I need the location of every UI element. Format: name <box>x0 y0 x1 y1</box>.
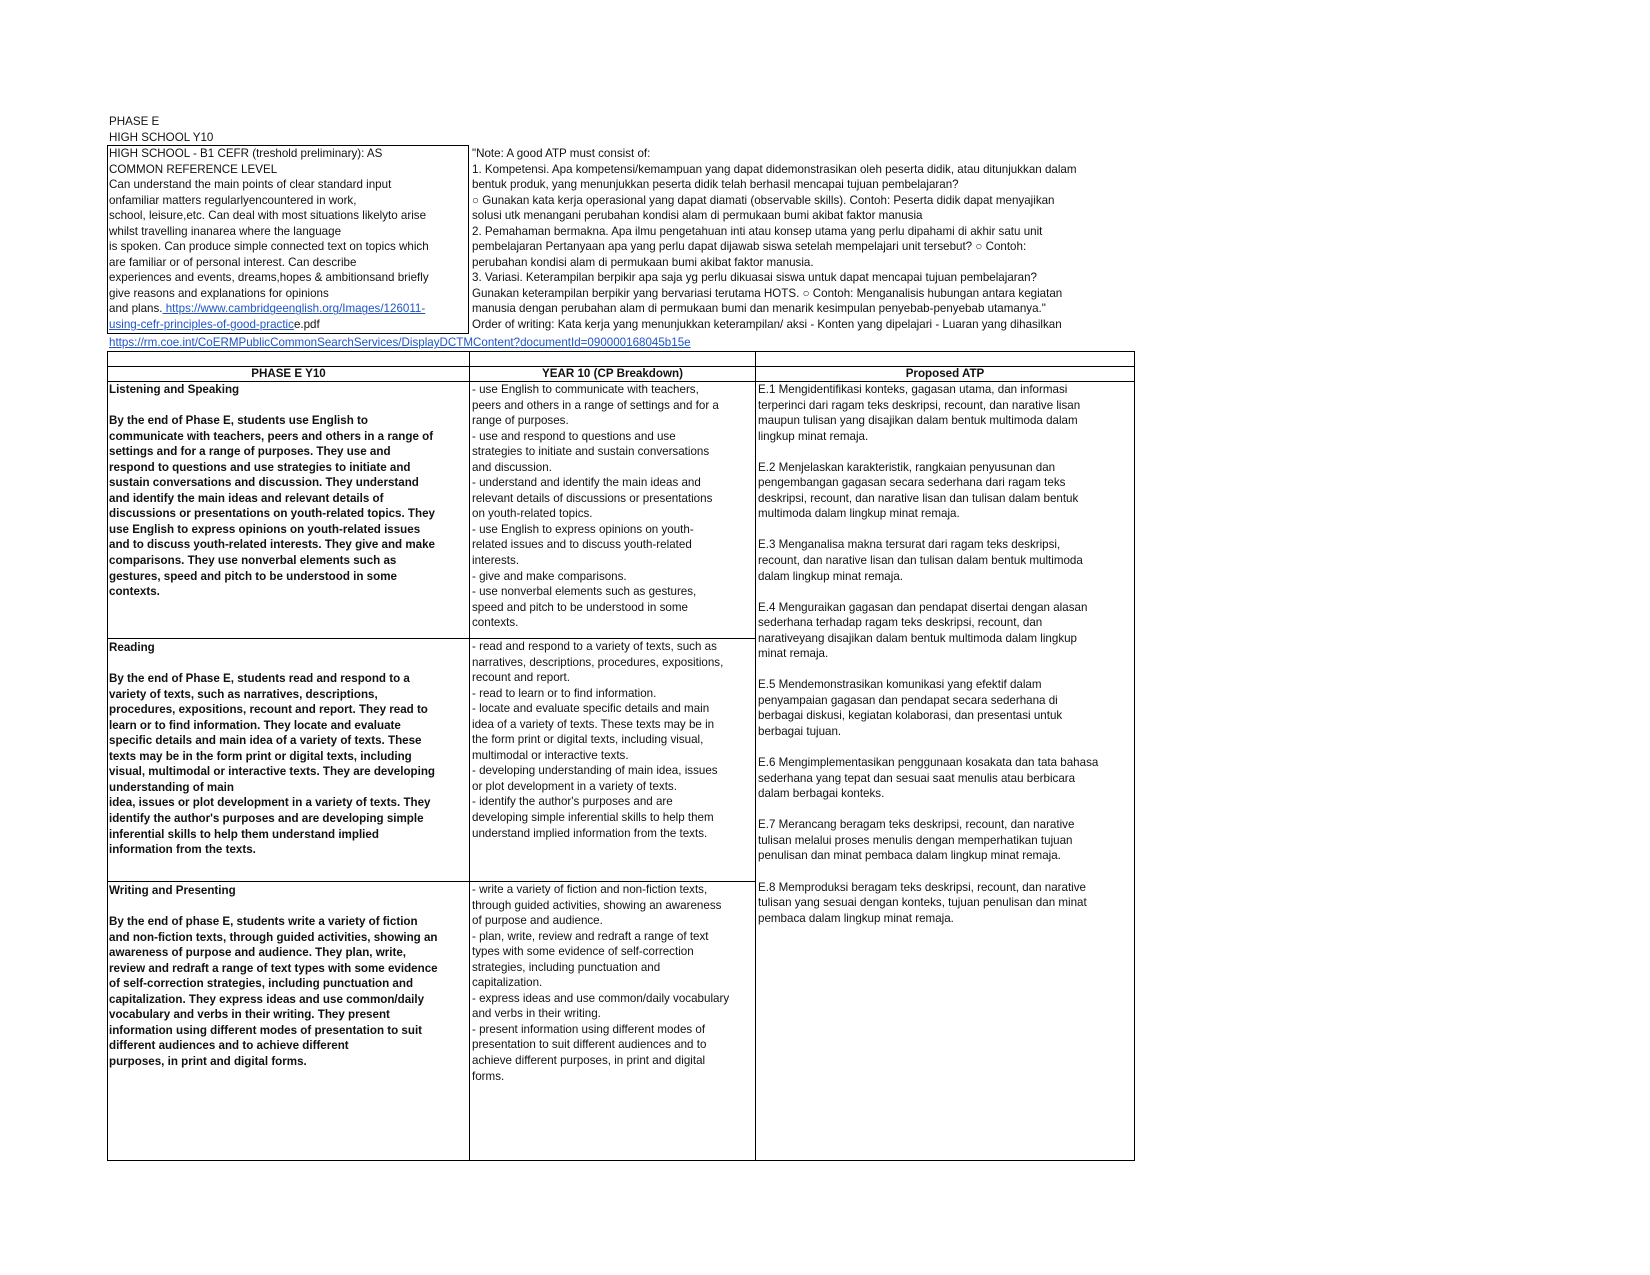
atp-cell <box>758 382 1098 926</box>
coe-link[interactable]: https://rm.coe.int/CoERMPublicCommonSearchServices/DisplayDCTMContent?documentId=090000168045b15e <box>109 336 691 349</box>
atp-text-line: E.3 Menganalisa makna tersurat dari ragam teks deskripsi, <box>758 538 1061 552</box>
cp-text-line: - present information using different modes of <box>472 1022 706 1036</box>
cp-text-line: - identify the author's purposes and are <box>472 795 673 809</box>
cp-text-line: - use and respond to questions and use <box>472 429 676 443</box>
phase-text-line: learn or to find information. They locate and evaluate <box>109 718 401 732</box>
phase-text-line: review and redraft a range of text types with some evidence <box>109 961 438 975</box>
note-line: solusi utk menangani perubahan kondisi alam di permukaan bumi akibat faktor manusia <box>472 209 923 223</box>
cp-text-line: - express ideas and use common/daily vocabulary <box>472 991 730 1005</box>
cefr-line: school, leisure,etc. Can deal with most situations likelyto arise <box>109 209 427 223</box>
cp-text-line: types with some evidence of self-correction <box>472 945 694 959</box>
phase-text-line: use English to express opinions on youth-related issues <box>109 522 421 536</box>
cp-text-line: range of purposes. <box>472 414 569 428</box>
phase-text-line: settings and for a range of purposes. They use and <box>109 445 391 459</box>
cefr-line: give reasons and explanations for opinions <box>109 286 329 300</box>
cp-text-line: - write a variety of fiction and non-fiction texts, <box>472 883 708 896</box>
phase-text-line: different audiences and to achieve different <box>109 1039 349 1053</box>
table-col-divider <box>469 351 470 1161</box>
atp-text-line: penyampaian gagasan dan pendapat secara sederhana di <box>758 693 1058 707</box>
cp-text-line: the form print or digital texts, including visual, <box>472 733 704 747</box>
cp-text-line: and discussion. <box>472 460 552 474</box>
cefr-line: experiences and events, dreams,hopes & ambitionsand briefly <box>109 271 429 285</box>
cp-text-line: - developing understanding of main idea, issues <box>472 764 718 778</box>
note-line: Gunakan keterampilan berpikir yang bervariasi terutama HOTS. ○ Contoh: Menganalisis hubungan antara kegiatan <box>472 286 1063 300</box>
cp-text-line: understand implied information from the texts. <box>472 826 708 840</box>
cp-text-line: - plan, write, review and redraft a range of text <box>472 929 709 943</box>
atp-text-line: sederhana terhadap ragam teks deskripsi, recount, dan <box>758 616 1043 630</box>
phase-text-line: information using different modes of presentation to suit <box>109 1023 423 1037</box>
cp-text-line: - read to learn or to find information. <box>472 686 657 700</box>
atp-item-e2 <box>758 460 1098 522</box>
cp-text-line: related issues and to discuss youth-related <box>472 538 692 552</box>
row-title: Listening and Speaking <box>109 383 240 396</box>
cambridge-link-part2[interactable]: using-cefr-principles-of-good-practic <box>109 318 294 332</box>
note-line: 2. Pemahaman bermakna. Apa ilmu pengetahuan inti atau konsep utama yang perlu dipahami di akhir satu unit <box>472 224 1043 238</box>
cp-cell-reading <box>472 639 723 841</box>
cp-text-line: and verbs in their writing. <box>472 1007 601 1021</box>
atp-item-e3 <box>758 537 1098 584</box>
atp-text-line: E.6 Mengimplementasikan penggunaan kosakata dan tata bahasa <box>758 756 1099 770</box>
cefr-line: is spoken. Can produce simple connected text on topics which <box>109 240 429 254</box>
school-label: HIGH SCHOOL Y10 <box>109 130 214 144</box>
phase-text-line: of self-correction strategies, including punctuation and <box>109 977 414 991</box>
atp-text-line: recount, dan narative lisan dan tulisan dalam bentuk multimoda <box>758 554 1083 568</box>
cp-text-line: recount and report. <box>472 671 570 685</box>
cp-text-line: idea of a variety of texts. These texts may be in <box>472 717 715 731</box>
atp-text-line: E.8 Memproduksi beragam teks deskripsi, recount, dan narative <box>758 880 1087 894</box>
phase-text-line: respond to questions and use strategies to initiate and <box>109 460 411 474</box>
atp-text-line: E.5 Mendemonstrasikan komunikasi yang efektif dalam <box>758 678 1042 692</box>
atp-text-line: penulisan dan minat pembaca dalam lingkup minat remaja. <box>758 849 1061 863</box>
note-line: 3. Variasi. Keterampilan berpikir apa saja yg perlu dikuasai siswa untuk dapat mencapai tujuan pembelajaran? <box>472 271 1037 285</box>
cp-cell-listening-speaking <box>472 382 719 631</box>
cp-text-line: presentation to suit different audiences and to <box>472 1038 707 1052</box>
phase-text-line: variety of texts, such as narratives, descriptions, <box>109 687 378 701</box>
phase-text-line: specific details and main idea of a variety of texts. These <box>109 734 422 748</box>
phase-text-line: procedures, expositions, recount and report. They read to <box>109 703 428 717</box>
atp-text-line: maupun tulisan yang disajikan dalam bentuk multimoda dalam <box>758 414 1078 428</box>
phase-text-line: By the end of phase E, students write a variety of fiction <box>109 915 418 929</box>
cp-text-line: speed and pitch to be understood in some <box>472 600 688 614</box>
note-line: "Note: A good ATP must consist of: <box>472 147 651 160</box>
atp-text-line: narativeyang disajikan dalam bentuk multimoda dalam lingkup <box>758 631 1078 645</box>
atp-text-line: pengembangan gagasan secara sederhana dari ragam teks <box>758 476 1066 490</box>
page-heading <box>109 114 213 145</box>
cp-text-line: - use English to communicate with teachers, <box>472 383 699 396</box>
cp-text-line: of purpose and audience. <box>472 914 603 928</box>
note-line: ○ Gunakan kata kerja operasional yang dapat diamati (observable skills). Contoh: Peserta didik dapat menyajikan <box>472 193 1055 207</box>
phase-text-line: and identify the main ideas and relevant details of <box>109 491 384 505</box>
phase-label: PHASE E <box>109 115 160 128</box>
cp-text-line: multimodal or interactive texts. <box>472 748 629 762</box>
atp-text-line: E.2 Menjelaskan karakteristik, rangkaian penyusunan dan <box>758 460 1056 474</box>
phase-text-line: texts may be in the form print or digital texts, including <box>109 749 412 763</box>
cefr-link-line <box>109 317 429 333</box>
cp-text-line: achieve different purposes, in print and digital <box>472 1054 706 1068</box>
phase-cell-writing-presenting <box>109 883 438 1070</box>
atp-item-e6 <box>758 755 1098 802</box>
cp-text-line: strategies, including punctuation and <box>472 960 661 974</box>
cefr-line: Can understand the main points of clear standard input <box>109 178 392 192</box>
cefr-description <box>109 146 429 333</box>
atp-text-line: tulisan melalui proses menulis dengan memperhatikan tujuan <box>758 833 1073 847</box>
atp-text-line: minat remaja. <box>758 647 829 661</box>
cp-text-line: on youth-related topics. <box>472 507 593 521</box>
phase-text-line: capitalization. They express ideas and use common/daily <box>109 992 425 1006</box>
note-line: manusia dengan perubahan alam di permukaan bumi dan menarik kesimpulan penyebab-penyebab utamanya." <box>472 302 1046 316</box>
cp-text-line: forms. <box>472 1069 505 1083</box>
atp-item-e8 <box>758 880 1098 927</box>
note-line: pembelajaran Pertanyaan apa yang perlu dapat dijawab siswa setelah mempelajari unit tersebut? ○ Contoh: <box>472 240 1027 254</box>
atp-text-line: multimoda dalam lingkup minat remaja. <box>758 507 960 521</box>
phase-text-line: understanding of main <box>109 780 234 794</box>
cp-text-line: peers and others in a range of settings and for a <box>472 398 719 412</box>
cefr-line: whilst travelling inanarea where the language <box>109 224 342 238</box>
atp-text-line: berbagai diskusi, kegiatan kolaborasi, dan presentasi untuk <box>758 709 1063 723</box>
cp-text-line: developing simple inferential skills to help them <box>472 811 714 825</box>
header-proposed-atp: Proposed ATP <box>905 367 985 380</box>
phase-text-line: purposes, in print and digital forms. <box>109 1055 307 1069</box>
atp-text-line: E.4 Menguraikan gagasan dan pendapat disertai dengan alasan <box>758 600 1088 614</box>
atp-text-line: terperinci dari ragam teks deskripsi, recount, dan narative lisan <box>758 398 1081 412</box>
header-phase: PHASE E Y10 <box>251 367 326 380</box>
atp-text-line: berbagai tujuan. <box>758 725 842 739</box>
table-col-divider <box>755 351 756 1161</box>
phase-text-line: gestures, speed and pitch to be understood in some <box>109 569 397 583</box>
cp-text-line: - locate and evaluate specific details and main <box>472 702 710 716</box>
cefr-plans-line <box>109 301 429 317</box>
phase-text-line: awareness of purpose and audience. They plan, write, <box>109 946 407 960</box>
phase-text-line: comparisons. They use nonverbal elements such as <box>109 554 397 568</box>
cp-text-line: - use English to express opinions on youth- <box>472 522 694 536</box>
cp-text-line: - read and respond to a variety of texts, such as <box>472 640 717 653</box>
cp-text-line: relevant details of discussions or presentations <box>472 491 713 505</box>
phase-text-line: By the end of Phase E, students read and respond to a <box>109 672 410 686</box>
phase-text-line: communicate with teachers, peers and others in a range of <box>109 429 434 443</box>
cp-text-line: strategies to initiate and sustain conversations <box>472 445 710 459</box>
note-line: 1. Kompetensi. Apa kompetensi/kemampuan yang dapat didemonstrasikan oleh peserta didik, atau ditunjukkan dalam <box>472 162 1077 176</box>
cp-text-line: narratives, descriptions, procedures, expositions, <box>472 655 724 669</box>
header-cp-breakdown: YEAR 10 (CP Breakdown) <box>542 367 683 380</box>
atp-text-line: pembaca dalam lingkup minat remaja. <box>758 911 954 925</box>
phase-text-line: sustain conversations and discussion. They understand <box>109 476 419 490</box>
plans-prefix: and plans. <box>109 302 163 316</box>
phase-cell-listening-speaking <box>109 382 435 600</box>
cefr-line: HIGH SCHOOL - B1 CEFR (treshold preliminary): AS <box>109 147 383 160</box>
phase-text-line: and to discuss youth-related interests. They give and make <box>109 538 436 552</box>
atp-item-e1 <box>758 382 1098 444</box>
phase-text-line: discussions or presentations on youth-related topics. They <box>109 507 435 521</box>
link-suffix: e.pdf <box>293 318 320 332</box>
atp-text-line: tulisan yang sesuai dengan konteks, tujuan penulisan dan minat <box>758 896 1087 910</box>
cp-text-line: contexts. <box>472 616 519 630</box>
atp-text-line: deskripsi, recount, dan narative lisan dan tulisan dalam bentuk <box>758 491 1079 505</box>
atp-item-e5 <box>758 677 1098 739</box>
cp-text-line: interests. <box>472 554 520 568</box>
atp-text-line: E.7 Merancang beragam teks deskripsi, recount, dan narative <box>758 818 1075 832</box>
atp-item-e4 <box>758 600 1098 662</box>
atp-text-line: dalam berbagai konteks. <box>758 787 885 801</box>
cp-text-line: - understand and identify the main ideas and <box>472 476 701 490</box>
phase-text-line: information from the texts. <box>109 843 256 857</box>
atp-item-e7 <box>758 817 1098 864</box>
atp-text-line: E.1 Mengidentifikasi konteks, gagasan utama, dan informasi <box>758 383 1068 396</box>
row-title: Reading <box>109 641 155 654</box>
phase-text-line: idea, issues or plot development in a variety of texts. They <box>109 796 431 810</box>
note-line: bentuk produk, yang menunjukkan peserta didik telah berhasil mencapai tujuan pembelajaran? <box>472 178 959 192</box>
phase-text-line: By the end of Phase E, students use English to <box>109 414 368 428</box>
atp-text-line: sederhana yang tepat dan sesuai saat menulis atau berbicara <box>758 771 1076 785</box>
cp-text-line: capitalization. <box>472 976 543 990</box>
cefr-line: COMMON REFERENCE LEVEL <box>109 162 278 176</box>
phase-text-line: inferential skills to help them understand implied <box>109 827 379 841</box>
row-title: Writing and Presenting <box>109 884 236 897</box>
phase-text-line: contexts. <box>109 585 160 599</box>
cp-cell-writing-presenting <box>472 882 729 1084</box>
cp-text-line: through guided activities, showing an awareness <box>472 898 722 912</box>
phase-text-line: vocabulary and verbs in their writing. They present <box>109 1008 390 1022</box>
atp-note <box>472 146 1077 333</box>
phase-text-line: and non-fiction texts, through guided activities, showing an <box>109 930 438 944</box>
cp-text-line: - use nonverbal elements such as gestures, <box>472 585 697 599</box>
coe-link-line <box>109 335 691 351</box>
cefr-line: are familiar or of personal interest. Can describe <box>109 255 357 269</box>
cp-text-line: - give and make comparisons. <box>472 569 627 583</box>
atp-text-line: lingkup minat remaja. <box>758 429 869 443</box>
phase-text-line: identify the author's purposes and are developing simple <box>109 812 424 826</box>
phase-cell-reading <box>109 640 435 858</box>
cambridge-link-part1[interactable]: https://www.cambridgeenglish.org/Images/126011- <box>162 302 426 316</box>
note-line: perubahan kondisi alam di permukaan bumi akibat faktor manusia. <box>472 255 814 269</box>
note-line: Order of writing: Kata kerja yang menunjukkan keterampilan/ aksi - Konten yang dipelajari - Luaran yang dihasilkan <box>472 318 1062 332</box>
atp-text-line: dalam lingkup minat remaja. <box>758 569 903 583</box>
cp-text-line: or plot development in a variety of texts. <box>472 779 677 793</box>
cefr-line: onfamiliar matters regularlyencountered in work, <box>109 193 357 207</box>
phase-text-line: visual, multimodal or interactive texts. They are developing <box>109 765 436 779</box>
